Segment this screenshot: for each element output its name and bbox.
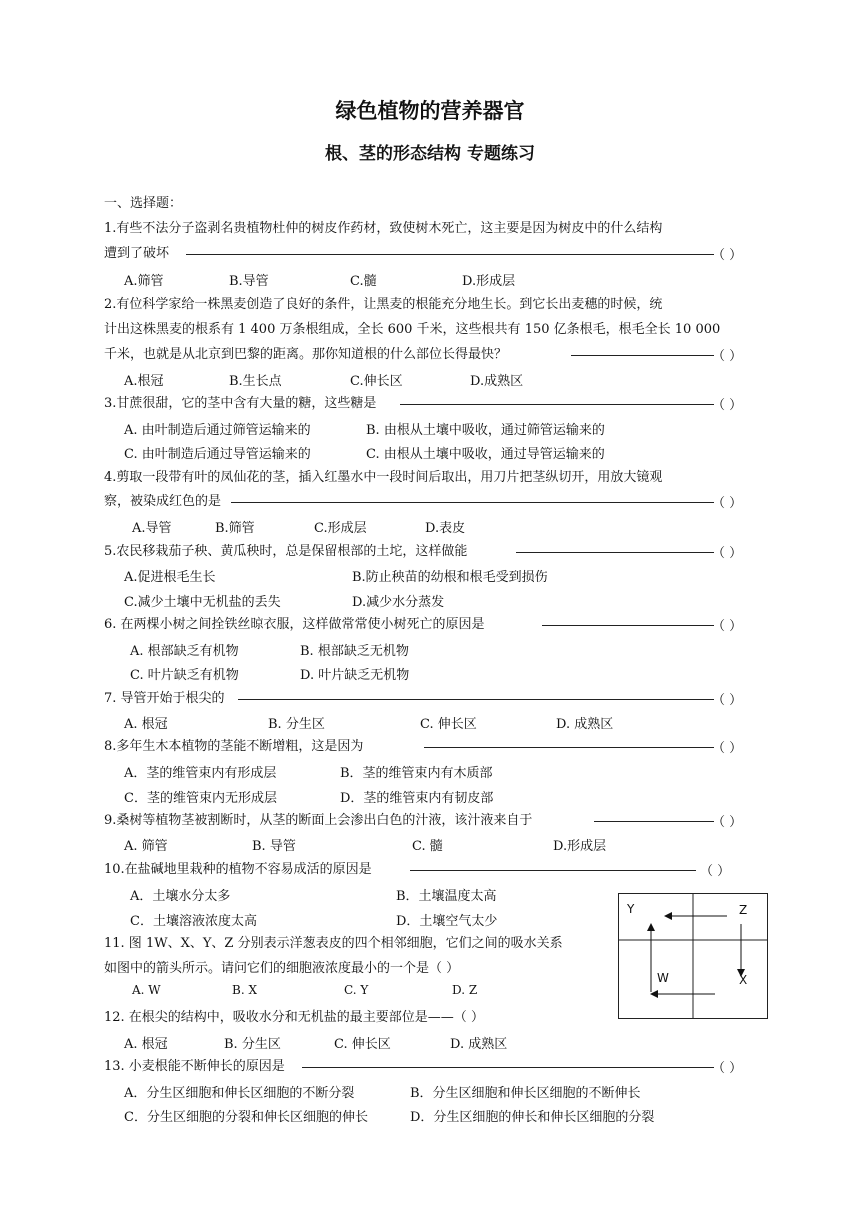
q10-option-c: C．土壤溶液浓度太高 bbox=[130, 914, 257, 929]
question-12-text: 12. 在根尖的结构中，吸收水分和无机盐的最主要部位是——（ ） bbox=[104, 1010, 484, 1025]
q5-option-c: C.减少土壤中无机盐的丢失 bbox=[124, 595, 281, 610]
q12-option-c: C. 伸长区 bbox=[334, 1037, 391, 1052]
q10-option-d: D．土壤空气太少 bbox=[396, 914, 498, 929]
question-2-text: 2.有位科学家给一株黑麦创造了良好的条件，让黑麦的根能充分地生长。到它长出麦穗的时候，统 bbox=[104, 297, 663, 312]
q13-option-a: A．分生区细胞和伸长区细胞的不断分裂 bbox=[124, 1086, 355, 1101]
answer-paren: （ ） bbox=[712, 619, 743, 634]
q10-option-b: B．土壤温度太高 bbox=[396, 889, 497, 904]
question-10-text: 10.在盐碱地里栽种的植物不容易成活的原因是 bbox=[104, 862, 372, 877]
q4-option-a: A.导管 bbox=[132, 521, 172, 536]
q5-option-a: A.促进根毛生长 bbox=[124, 570, 216, 585]
q9-option-a: A. 筛管 bbox=[124, 839, 168, 854]
q6-option-c: C. 叶片缺乏有机物 bbox=[130, 668, 239, 683]
q7-option-d: D. 成熟区 bbox=[556, 717, 614, 732]
q5-option-d: D.减少水分蒸发 bbox=[352, 595, 445, 610]
answer-paren: （ ） bbox=[712, 546, 743, 561]
cell-label-z: Z bbox=[739, 903, 748, 917]
answer-leader bbox=[594, 821, 714, 822]
answer-leader bbox=[302, 1067, 714, 1068]
q3-option-c: C. 由叶制造后通过导管运输来的 bbox=[124, 447, 311, 462]
q2-option-c: C.伸长区 bbox=[350, 374, 403, 389]
answer-leader bbox=[238, 699, 714, 700]
answer-paren: （ ） bbox=[712, 815, 743, 830]
answer-paren: （ ） bbox=[712, 693, 743, 708]
q12-option-d: D. 成熟区 bbox=[450, 1037, 508, 1052]
question-8-text: 8.多年生木本植物的茎能不断增粗，这是因为 bbox=[104, 739, 364, 754]
q13-option-c: C．分生区细胞的分裂和伸长区细胞的伸长 bbox=[124, 1110, 368, 1125]
q1-option-d: D.形成层 bbox=[462, 274, 516, 289]
question-7-text: 7. 导管开始于根尖的 bbox=[104, 691, 225, 706]
q3-option-b: B. 由根从土壤中吸收，通过筛管运输来的 bbox=[366, 423, 605, 438]
q7-option-a: A. 根冠 bbox=[124, 717, 168, 732]
q4-option-c: C.形成层 bbox=[314, 521, 367, 536]
q8-option-a: A．茎的维管束内有形成层 bbox=[124, 766, 277, 781]
q1-option-a: A.筛管 bbox=[124, 274, 164, 289]
q13-option-b: B．分生区细胞和伸长区细胞的不断伸长 bbox=[410, 1086, 641, 1101]
answer-leader bbox=[231, 502, 714, 503]
page-subtitle: 根、茎的形态结构 专题练习 bbox=[325, 144, 535, 164]
question-13-text: 13. 小麦根能不断伸长的原因是 bbox=[104, 1059, 285, 1074]
q5-option-b: B.防止秧苗的幼根和根毛受到损伤 bbox=[352, 570, 548, 585]
q3-option-a: A. 由叶制造后通过筛管运输来的 bbox=[124, 423, 311, 438]
q1-option-c: C.髓 bbox=[350, 274, 377, 289]
page-title: 绿色植物的营养器官 bbox=[335, 99, 525, 123]
cell-label-w: W bbox=[657, 971, 669, 985]
q1-option-b: B.导管 bbox=[229, 274, 269, 289]
question-1-text-2: 遭到了破坏 bbox=[104, 246, 170, 261]
question-4-text: 4.剪取一段带有叶的凤仙花的茎，插入红墨水中一段时间后取出，用刀片把茎纵切开，用放大镜观 bbox=[104, 470, 663, 485]
answer-leader bbox=[571, 355, 714, 356]
q12-option-b: B. 分生区 bbox=[224, 1037, 281, 1052]
answer-leader bbox=[410, 870, 696, 871]
question-11-text: 11. 图 1W、X、Y、Z 分别表示洋葱表皮的四个相邻细胞，它们之间的吸水关系 bbox=[104, 936, 563, 951]
question-1-text: 1.有些不法分子盗剥名贵植物杜仲的树皮作药材，致使树木死亡，这主要是因为树皮中的什么结构 bbox=[104, 221, 663, 236]
question-6-text: 6. 在两棵小树之间拴铁丝晾衣服，这样做常常使小树死亡的原因是 bbox=[104, 617, 485, 632]
cell-label-x: X bbox=[739, 973, 748, 987]
q11-option-a: A. W bbox=[132, 983, 161, 997]
q12-option-a: A. 根冠 bbox=[124, 1037, 168, 1052]
q7-option-b: B. 分生区 bbox=[268, 717, 325, 732]
answer-paren: （ ） bbox=[712, 496, 743, 511]
q10-option-a: A．土壤水分太多 bbox=[130, 889, 231, 904]
answer-leader bbox=[542, 625, 714, 626]
cell-label-y: Y bbox=[627, 902, 635, 916]
section-heading: 一、选择题： bbox=[104, 196, 183, 211]
q11-option-d: D. Z bbox=[452, 983, 478, 997]
q2-option-a: A.根冠 bbox=[124, 374, 164, 389]
q11-option-c: C. Y bbox=[344, 983, 369, 997]
answer-paren: （ ） bbox=[712, 398, 743, 413]
answer-paren: （ ） bbox=[712, 1061, 743, 1076]
answer-leader bbox=[424, 747, 714, 748]
cell-diagram bbox=[618, 893, 768, 1019]
q9-option-b: B. 导管 bbox=[252, 839, 296, 854]
q6-option-d: D. 叶片缺乏无机物 bbox=[300, 668, 410, 683]
question-3-text: 3.甘蔗很甜，它的茎中含有大量的糖，这些糖是 bbox=[104, 396, 377, 411]
q2-option-d: D.成熟区 bbox=[470, 374, 524, 389]
answer-paren: （ ） bbox=[712, 349, 743, 364]
answer-paren: （ ） bbox=[712, 741, 743, 756]
q9-option-d: D.形成层 bbox=[553, 839, 607, 854]
question-5-text: 5.农民移栽茄子秧、黄瓜秧时，总是保留根部的土坨，这样做能 bbox=[104, 544, 468, 559]
q8-option-d: D．茎的维管束内有韧皮部 bbox=[340, 791, 494, 806]
question-11-text-2: 如图中的箭头所示。请问它们的细胞液浓度最小的一个是（ ） bbox=[104, 961, 460, 976]
q8-option-b: B．茎的维管束内有木质部 bbox=[340, 766, 493, 781]
q6-option-b: B. 根部缺乏无机物 bbox=[300, 644, 409, 659]
question-2-text-3: 千米，也就是从北京到巴黎的距离。那你知道根的什么部位长得最快？ bbox=[104, 347, 508, 362]
answer-leader bbox=[400, 404, 714, 405]
q8-option-c: C．茎的维管束内无形成层 bbox=[124, 791, 277, 806]
q9-option-c: C. 髓 bbox=[412, 839, 443, 854]
q7-option-c: C. 伸长区 bbox=[420, 717, 477, 732]
question-4-text-2: 察，被染成红色的是 bbox=[104, 494, 222, 509]
question-2-text-2: 计出这株黑麦的根系有 1 400 万条根组成，全长 600 千米，这些根共有 150 亿条根毛，根毛全长 10 000 bbox=[104, 322, 721, 337]
q4-option-d: D.表皮 bbox=[425, 521, 466, 536]
answer-leader bbox=[516, 552, 714, 553]
answer-paren: （ ） bbox=[712, 248, 743, 263]
q3-option-d: C. 由根从土壤中吸收，通过导管运输来的 bbox=[366, 447, 605, 462]
answer-leader bbox=[186, 254, 714, 255]
q11-option-b: B. X bbox=[232, 983, 257, 997]
answer-paren: （ ） bbox=[700, 864, 731, 879]
q6-option-a: A. 根部缺乏有机物 bbox=[130, 644, 239, 659]
q4-option-b: B.筛管 bbox=[215, 521, 255, 536]
question-9-text: 9.桑树等植物茎被割断时，从茎的断面上会渗出白色的汁液，该汁液来自于 bbox=[104, 813, 533, 828]
q2-option-b: B.生长点 bbox=[229, 374, 282, 389]
q13-option-d: D．分生区细胞的伸长和伸长区细胞的分裂 bbox=[410, 1110, 655, 1125]
